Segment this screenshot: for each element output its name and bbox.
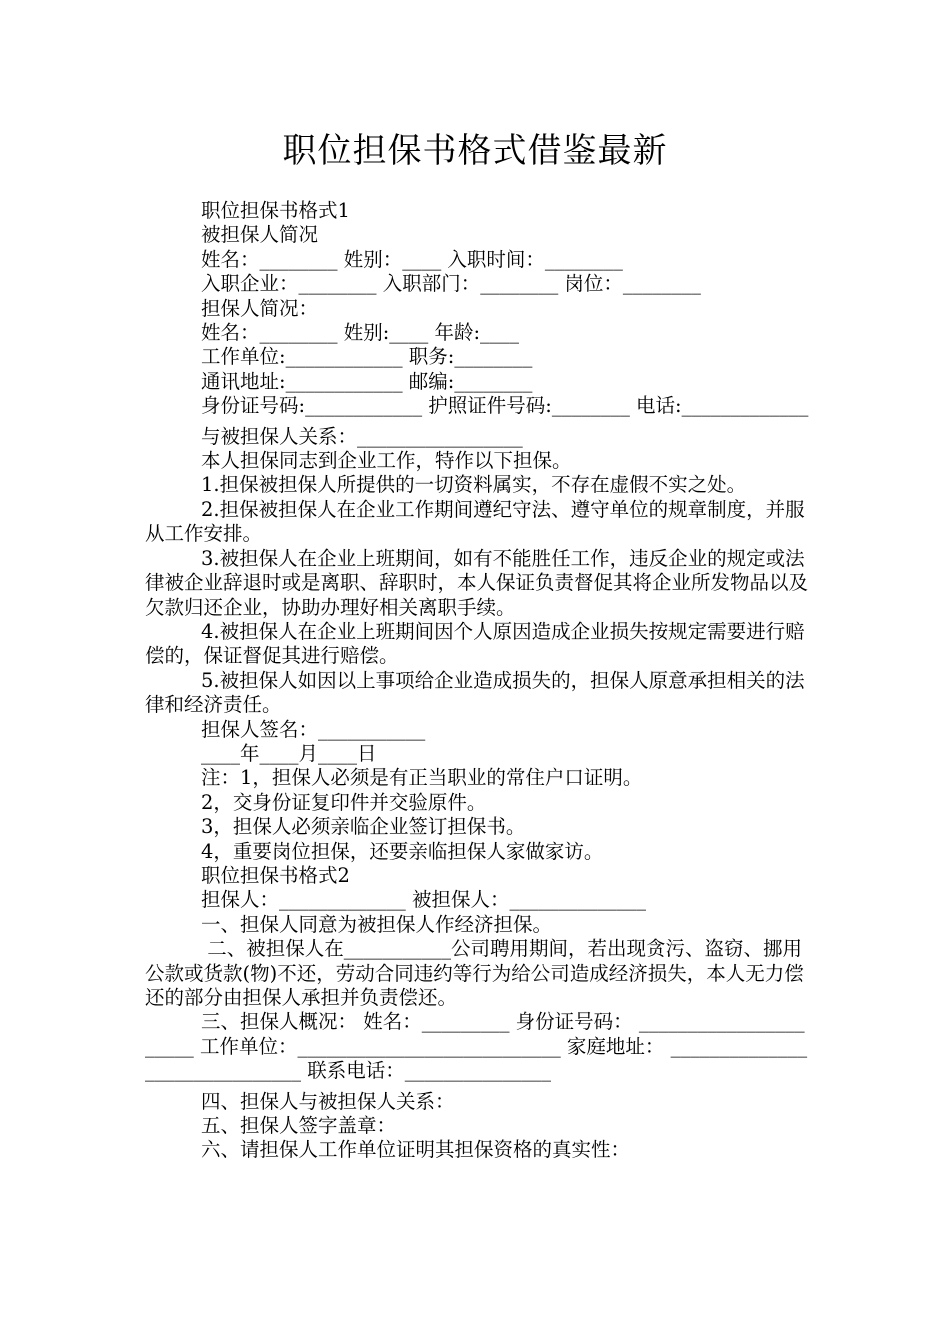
paragraph: 六、请担保人工作单位证明其担保资格的真实性：: [201, 1138, 631, 1162]
paragraph: 三、担保人概况： 姓名：_________ 身份证号码： ______________________ 工作单位：___________________________ 家庭地址： ______________________________ 联系电话：_______________: [145, 1010, 808, 1083]
form-line: 工作单位:____________ 职务:________: [201, 345, 533, 369]
signature-line: 担保人签名：___________: [201, 717, 426, 741]
paragraph: 1.担保被担保人所提供的一切资料属实，不存在虚假不实之处。: [201, 473, 747, 497]
form-line: 入职企业：________ 入职部门：________ 岗位：________: [201, 272, 701, 296]
paragraph: 本人担保同志到企业工作，特作以下担保。: [201, 449, 572, 473]
paragraph: 5.被担保人如因以上事项给企业造成损失的，担保人原意承担相关的法律和经济责任。: [145, 668, 805, 717]
note-line: 3，担保人必须亲临企业签订担保书。: [201, 815, 526, 839]
note-line: 注：1，担保人必须是有正当职业的常住户口证明。: [201, 766, 643, 790]
form-line: 通讯地址:____________ 邮编:________: [201, 369, 533, 393]
form-line: 与被担保人关系：_________________: [201, 424, 523, 448]
paragraph: 担保人简况：: [201, 296, 319, 320]
paragraph: 一、担保人同意为被担保人作经济担保。: [201, 912, 553, 936]
date-line: ____年____月____日: [201, 741, 377, 765]
section-heading: 职位担保书格式2: [201, 863, 350, 887]
paragraph: 五、担保人签字盖章：: [201, 1114, 397, 1138]
document-body: [145, 199, 809, 1163]
paragraph: 4.被担保人在企业上班期间因个人原因造成企业损失按规定需要进行赔偿的，保证督促其进行赔偿。: [145, 619, 805, 668]
form-line: 姓名：________ 姓别:____ 年龄:____: [201, 321, 520, 345]
paragraph: 3.被担保人在企业上班期间，如有不能胜任工作，违反企业的规定或法律被企业辞退时或是离职、辞职时，本人保证负责督促其将企业所发物品以及欠款归还企业，协助办理好相关离职手续。: [145, 546, 809, 619]
paragraph: 四、担保人与被担保人关系：: [201, 1089, 455, 1113]
form-line: 姓名：________ 姓别：____ 入职时间：________: [201, 247, 623, 271]
section-heading: 职位担保书格式1: [201, 199, 350, 222]
note-line: 4，重要岗位担保，还要亲临担保人家做家访。: [201, 839, 604, 863]
paragraph: 二、被担保人在___________公司聘用期间，若出现贪污、盗窃、挪用公款或货款(物)不还，劳动合同违约等行为给公司造成经济损失，本人无力偿还的部分由担保人承担并负责偿还。: [145, 937, 804, 1009]
paragraph: 2.担保被担保人在企业工作期间遵纪守法、遵守单位的规章制度，并服从工作安排。: [145, 497, 805, 546]
document-title: 职位担保书格式借鉴最新: [282, 131, 668, 171]
form-line: 身份证号码:____________ 护照证件号码:________ 电话:_____________: [201, 394, 809, 418]
paragraph: 被担保人简况: [201, 223, 319, 247]
note-line: 2，交身份证复印件并交验原件。: [201, 790, 487, 814]
form-line: 担保人：_____________ 被担保人：______________: [201, 888, 646, 912]
